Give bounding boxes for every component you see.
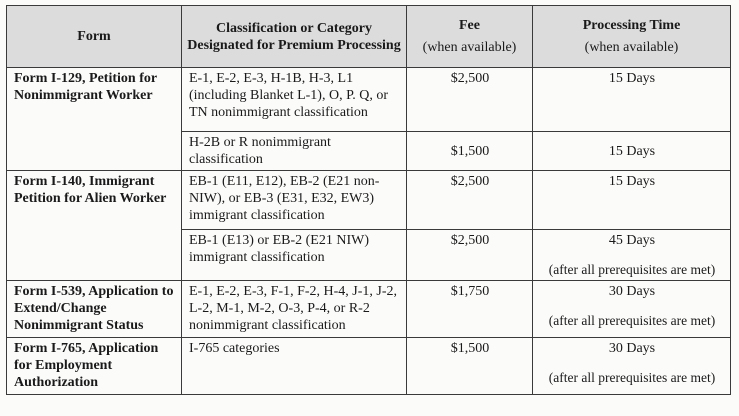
header-fee-sub: (when available) — [422, 40, 517, 55]
classification-cell: E-1, E-2, E-3, H-1B, H-3, L1 (including Blanket L-1), O, P. Q, or TN nonimmigrant classification — [182, 68, 407, 132]
classification-cell: EB-1 (E11, E12), EB-2 (E21 non-NIW), or EB-3 (E31, E32, EW3) immigrant classification — [182, 171, 407, 230]
fee-cell: $2,500 — [407, 68, 533, 132]
header-fee: Fee (when available) — [407, 6, 533, 68]
time-cell: 30 Days (after all prerequisites are met) — [533, 338, 731, 395]
time-cell: 45 Days (after all prerequisites are met) — [533, 230, 731, 281]
form-cell-i129: Form I-129, Petition for Nonimmigrant Worker — [7, 68, 182, 171]
prerequisite-note: (after all prerequisites are met) — [548, 370, 716, 385]
fee-cell: $1,750 — [407, 281, 533, 338]
form-cell-i140: Form I-140, Immigrant Petition for Alien Worker — [7, 171, 182, 281]
table-row — [7, 68, 731, 132]
header-form: Form — [7, 6, 182, 68]
time-cell: 15 Days — [533, 68, 731, 132]
time-cell: 15 Days — [533, 171, 731, 230]
classification-cell: H-2B or R nonimmigrant classification — [182, 132, 407, 171]
fee-cell: $2,500 — [407, 230, 533, 281]
header-row — [7, 6, 731, 68]
table-row — [7, 338, 731, 395]
form-cell-i765: Form I-765, Application for Employment Authorization — [7, 338, 182, 395]
table-row — [7, 171, 731, 230]
header-processing-time: Processing Time (when available) — [533, 6, 731, 68]
prerequisite-note: (after all prerequisites are met) — [548, 262, 716, 277]
header-time-sub: (when available) — [584, 40, 679, 55]
form-cell-i539: Form I-539, Application to Extend/Change Nonimmigrant Status — [7, 281, 182, 338]
fee-cell: $1,500 — [407, 338, 533, 395]
classification-cell: E-1, E-2, E-3, F-1, F-2, H-4, J-1, J-2, L-2, M-1, M-2, O-3, P-4, or R-2 nonimmigrant classification — [182, 281, 407, 338]
table-row — [7, 281, 731, 338]
prerequisite-note: (after all prerequisites are met) — [548, 313, 716, 328]
classification-cell: I-765 categories — [182, 338, 407, 395]
fee-cell: $2,500 — [407, 171, 533, 230]
premium-processing-table — [6, 5, 731, 395]
time-cell: 15 Days — [533, 132, 731, 171]
fee-cell: $1,500 — [407, 132, 533, 171]
time-cell: 30 Days (after all prerequisites are met) — [533, 281, 731, 338]
classification-cell: EB-1 (E13) or EB-2 (E21 NIW) immigrant classification — [182, 230, 407, 281]
header-classification: Classification or Category Designated for Premium Processing — [182, 6, 407, 68]
